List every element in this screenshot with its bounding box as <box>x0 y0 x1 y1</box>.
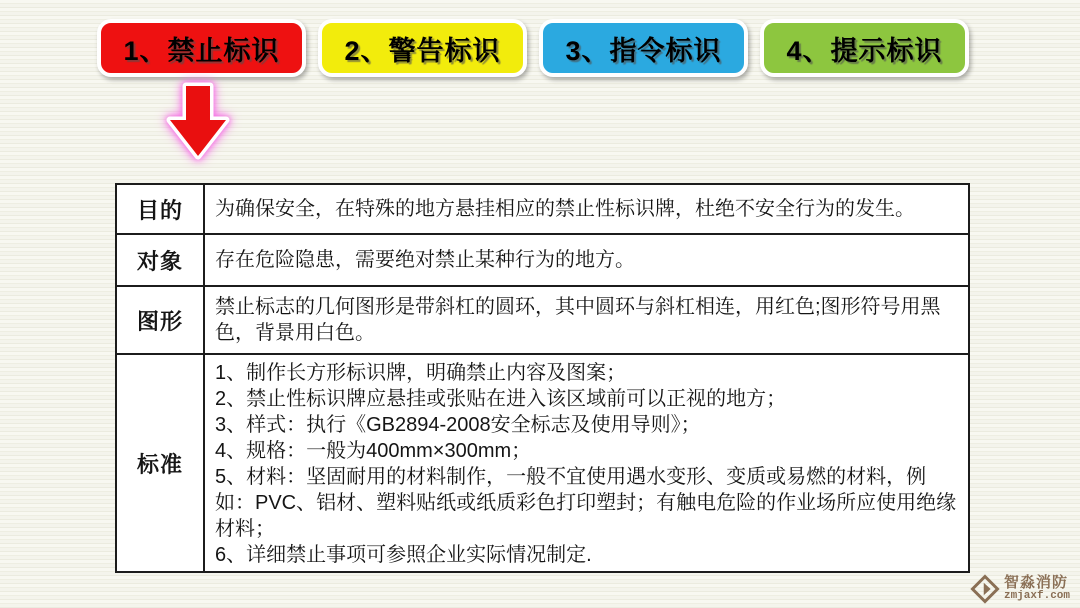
row-content-graphic: 禁止标志的几何图形是带斜杠的圆环，其中圆环与斜杠相连，用红色;图形符号用黑色，背景用白色。 <box>204 286 969 354</box>
watermark-brand-name: 智淼消防 <box>1003 574 1068 592</box>
tab-warning-signs[interactable] <box>318 19 527 77</box>
tab-prohibition-label: 1、禁止标识 <box>123 35 280 66</box>
prohibition-info-table <box>115 183 970 573</box>
standard-item-5: 5、材料：坚固耐用的材料制作，一般不宜使用遇水变形、变质或易燃的材料，例如：PVC、铝材、塑料贴纸或纸质彩色打印塑封；有触电危险的作业场所应使用绝缘材料； <box>215 466 957 540</box>
row-header-graphic: 图形 <box>116 286 204 354</box>
table-row-purpose <box>116 184 969 234</box>
tab-mandatory-label: 3、指令标识 <box>565 35 722 66</box>
standard-item-6: 6、详细禁止事项可参照企业实际情况制定. <box>215 544 592 566</box>
tab-mandatory-signs[interactable] <box>539 19 748 77</box>
standard-item-4: 4、规格：一般为400mm×300mm； <box>215 440 532 462</box>
row-content-object: 存在危险隐患，需要绝对禁止某种行为的地方。 <box>204 234 969 286</box>
standard-item-3: 3、样式：执行《GB2894-2008安全标志及使用导则》； <box>215 414 701 436</box>
row-header-object: 对象 <box>116 234 204 286</box>
tab-warning-label: 2、警告标识 <box>344 35 501 66</box>
down-arrow-icon <box>166 82 230 162</box>
standard-item-2: 2、禁止性标识牌应悬挂或张贴在进入该区域前可以正视的地方； <box>215 388 787 410</box>
table-row-standard <box>116 354 969 572</box>
category-tabs <box>97 19 969 77</box>
row-content-standard <box>204 354 969 572</box>
down-arrow-shape <box>170 86 226 156</box>
table-row-object <box>116 234 969 286</box>
table-row-graphic <box>116 286 969 354</box>
tab-prohibition-signs[interactable] <box>97 19 306 77</box>
diamond-logo-icon <box>970 574 1000 604</box>
standard-item-1: 1、制作长方形标识牌，明确禁止内容及图案； <box>215 362 627 384</box>
watermark-site-url: zmjaxf.com <box>1003 590 1070 603</box>
row-content-purpose: 为确保安全，在特殊的地方悬挂相应的禁止性标识牌，杜绝不安全行为的发生。 <box>204 184 969 234</box>
row-header-purpose: 目的 <box>116 184 204 234</box>
tab-information-signs[interactable] <box>760 19 969 77</box>
watermark <box>970 574 1070 604</box>
tab-information-label: 4、提示标识 <box>786 35 943 66</box>
row-header-standard: 标准 <box>116 354 204 572</box>
